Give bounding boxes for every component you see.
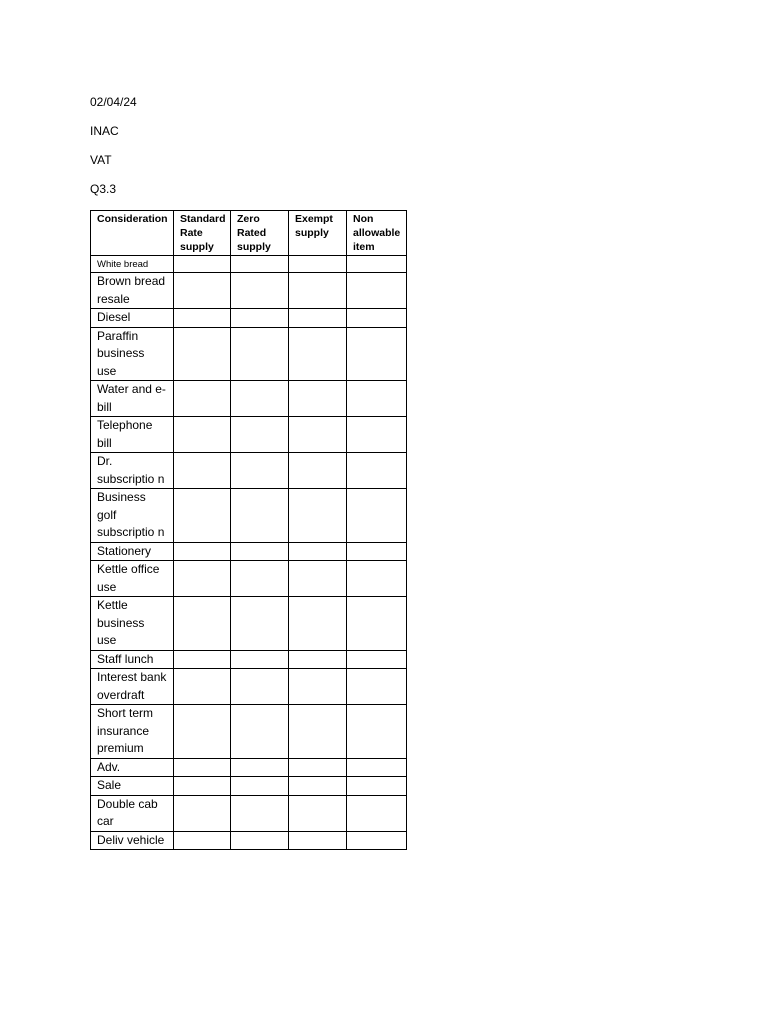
row-label: Dr. subscriptio n [91,453,174,489]
zero-rated-cell [231,417,289,453]
table-row [91,381,407,417]
row-label: Double cab car [91,795,174,831]
exempt-cell [289,381,347,417]
table-row [91,669,407,705]
standard-rate-cell [174,273,231,309]
row-label: Telephone bill [91,417,174,453]
non-allowable-cell [347,831,407,850]
zero-rated-cell [231,309,289,328]
row-label: Interest bank overdraft [91,669,174,705]
table-row [91,831,407,850]
row-label: Staff lunch [91,650,174,669]
zero-rated-cell [231,453,289,489]
standard-rate-cell [174,758,231,777]
row-label: Paraffin business use [91,327,174,381]
non-allowable-cell [347,650,407,669]
table-row [91,758,407,777]
exempt-cell [289,795,347,831]
exempt-cell [289,309,347,328]
zero-rated-cell [231,256,289,273]
row-label: Kettle office use [91,561,174,597]
exempt-cell [289,650,347,669]
non-allowable-cell [347,669,407,705]
date-line: 02/04/24 [90,95,137,109]
exempt-cell [289,417,347,453]
table-row [91,256,407,273]
table-row [91,453,407,489]
zero-rated-cell [231,795,289,831]
standard-rate-cell [174,831,231,850]
zero-rated-cell [231,669,289,705]
zero-rated-cell [231,758,289,777]
standard-rate-cell [174,489,231,543]
exempt-cell [289,453,347,489]
exempt-cell [289,597,347,651]
zero-rated-cell [231,561,289,597]
table-body [91,256,407,850]
exempt-cell [289,831,347,850]
standard-rate-cell [174,795,231,831]
column-header-consideration: Consideration [91,211,174,256]
column-header-exempt: Exempt supply [289,211,347,256]
subject-line: INAC [90,124,119,138]
row-label: Brown bread resale [91,273,174,309]
table-header-row [91,211,407,256]
row-label: Business golf subscriptio n [91,489,174,543]
vat-classification-table [90,210,407,850]
zero-rated-cell [231,597,289,651]
table-row [91,417,407,453]
standard-rate-cell [174,542,231,561]
table-row [91,561,407,597]
non-allowable-cell [347,542,407,561]
non-allowable-cell [347,417,407,453]
non-allowable-cell [347,489,407,543]
standard-rate-cell [174,453,231,489]
exempt-cell [289,758,347,777]
row-label: Short term insurance premium [91,705,174,759]
non-allowable-cell [347,256,407,273]
row-label: Stationery [91,542,174,561]
exempt-cell [289,705,347,759]
table-row [91,542,407,561]
row-label: Adv. [91,758,174,777]
question-line: Q3.3 [90,182,117,196]
table-row [91,650,407,669]
zero-rated-cell [231,327,289,381]
zero-rated-cell [231,381,289,417]
exempt-cell [289,542,347,561]
non-allowable-cell [347,795,407,831]
zero-rated-cell [231,650,289,669]
non-allowable-cell [347,758,407,777]
column-header-non-allowable: Non allowable item [347,211,407,256]
standard-rate-cell [174,309,231,328]
non-allowable-cell [347,453,407,489]
exempt-cell [289,777,347,796]
column-header-standard-rate: Standard Rate supply [174,211,231,256]
standard-rate-cell [174,381,231,417]
standard-rate-cell [174,327,231,381]
row-label: Sale [91,777,174,796]
standard-rate-cell [174,417,231,453]
standard-rate-cell [174,650,231,669]
table-row [91,489,407,543]
row-label: Deliv vehicle [91,831,174,850]
exempt-cell [289,489,347,543]
table-row [91,777,407,796]
row-label: Kettle business use [91,597,174,651]
zero-rated-cell [231,777,289,796]
table-row [91,327,407,381]
table-row [91,795,407,831]
table-row [91,705,407,759]
table-row [91,273,407,309]
table-row [91,309,407,328]
topic-line: VAT [90,153,112,167]
zero-rated-cell [231,489,289,543]
table-row [91,597,407,651]
standard-rate-cell [174,705,231,759]
non-allowable-cell [347,597,407,651]
standard-rate-cell [174,256,231,273]
non-allowable-cell [347,273,407,309]
non-allowable-cell [347,327,407,381]
non-allowable-cell [347,381,407,417]
non-allowable-cell [347,561,407,597]
row-label: Diesel [91,309,174,328]
non-allowable-cell [347,309,407,328]
column-header-zero-rated: Zero Rated supply [231,211,289,256]
exempt-cell [289,256,347,273]
non-allowable-cell [347,705,407,759]
standard-rate-cell [174,597,231,651]
row-label: White bread [91,256,174,273]
zero-rated-cell [231,273,289,309]
row-label: Water and e-bill [91,381,174,417]
zero-rated-cell [231,705,289,759]
exempt-cell [289,273,347,309]
zero-rated-cell [231,831,289,850]
standard-rate-cell [174,561,231,597]
standard-rate-cell [174,777,231,796]
exempt-cell [289,327,347,381]
zero-rated-cell [231,542,289,561]
non-allowable-cell [347,777,407,796]
exempt-cell [289,561,347,597]
exempt-cell [289,669,347,705]
standard-rate-cell [174,669,231,705]
